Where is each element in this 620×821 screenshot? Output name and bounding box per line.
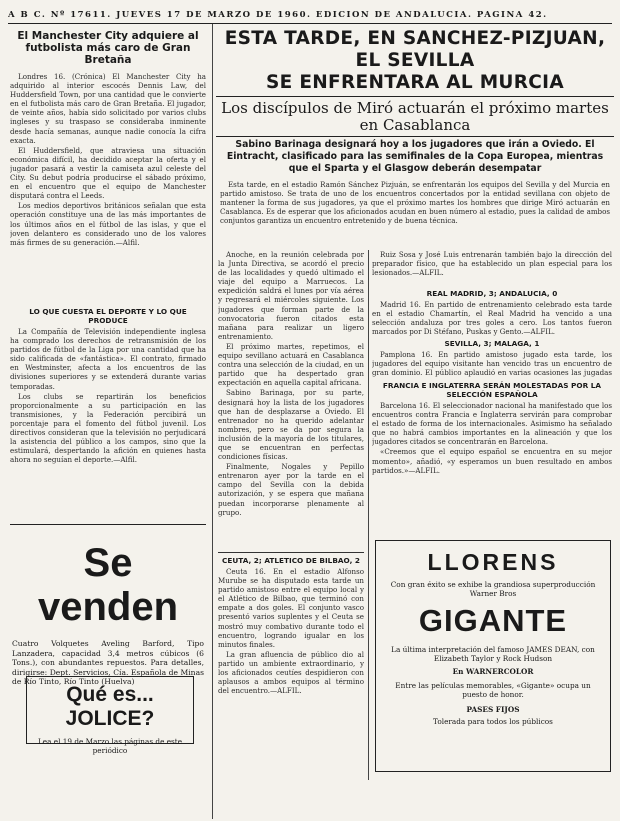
subtitle-line: en Casablanca	[359, 116, 471, 134]
left-body	[10, 72, 206, 304]
ad-llorens	[375, 540, 611, 772]
paragraph: El próximo martes, repetimos, el equipo sevillano actuará en Casablanca contra una selección de la ciudad, en un partido que ha despertado gran expectación en aquella capital africana.	[218, 341, 364, 388]
ad-intro: Con gran éxito se exhibe la grandiosa superproducción Warner Bros	[390, 580, 596, 599]
paragraph: Los clubs se repartirán los beneficios proporcionalmente a su participación en las transmisiones, y la Federación percibirá un porcentaje para el fomento del fútbol juvenil. Los directivos consideran que la televisión no perjudicará la asistencia del público a los campos, sino que la estimulará, despertando la afición en quienes hasta ahora no seguían el deporte.—Alfil.	[10, 391, 206, 465]
main-title-line: ESTA TARDE, EN SANCHEZ-PIZJUAN, EL SEVILLA	[224, 28, 606, 71]
ad-se-venden	[10, 524, 206, 687]
page-header: A B C. Nº 17611. JUEVES 17 DE MARZO DE 1960. EDICION DE ANDALUCIA. PAGINA 42.	[8, 10, 548, 20]
main-deck: Sabino Barinaga designará hoy a los jugadores que irán a Oviedo. El Eintracht, clasificado para las semifinales de la Copa Europea, mientras que el Sparta y el Glasgow deberán desempatar	[226, 139, 604, 174]
cinema-name: LLORENS	[427, 549, 559, 575]
ad-headline: Qué es... JOLICE?	[65, 683, 155, 730]
section-heading: FRANCIA E INGLATERRA SERÁN MOLESTADAS POR LA SELECCIÓN ESPAÑOLA	[382, 381, 602, 399]
paragraph: Barcelona 16. El seleccionador nacional ha manifestado que los encuentros contra Francia e Inglaterra servirán para comprobar el estado de forma de los internacionales. Asimismo ha señalado que no habrá cambios importantes en la alineación y que los jugadores citados se concentrarán en Barcelona.	[372, 401, 612, 447]
film-note: Entre las películas memorables, «Gigante» ocupa un puesto de honor.	[395, 681, 591, 700]
film-rating: Tolerada para todos los públicos	[433, 717, 553, 727]
left-body-2	[10, 327, 206, 552]
film-title: GIGANTE	[418, 602, 568, 638]
film-schedule: PASES FIJOS	[466, 704, 520, 714]
ad-body: Lea el 19 de Marzo las páginas de este periódico	[37, 737, 183, 756]
film-format: En WARNERCOLOR	[452, 666, 534, 676]
header-rule	[8, 23, 612, 24]
paragraph: Anoche, en la reunión celebrada por la Junta Directiva, se acordó el precio de las localidades y quedó ultimado el viaje del equipo a Marruecos. La expedición saldrá el lunes por vía aérea y regresará el miércoles siguiente. Los jugadores que forman parte de la convocatoria fueron citados esta mañana para realizar un ligero entrenamiento.	[218, 250, 364, 341]
ceuta-section	[218, 552, 364, 779]
paragraph: «Creemos que el equipo español se encuentra en su mejor momento», añadió, «y esperamos un buen resultado en ambos partidos.»—ALFIL.	[372, 447, 612, 475]
section-heading: SEVILLA, 3; MALAGA, 1	[444, 339, 540, 348]
paragraph: Ruiz Sosa y José Luis entrenarán también bajo la dirección del preparador físico, que ha establecido un plan especial para los lesionados.—ALFIL.	[372, 250, 612, 278]
column-divider	[212, 24, 213, 819]
paragraph: Ceuta 16. En el estadio Alfonso Murube se ha disputado esta tarde un partido amistoso entre el equipo local y el Atlético de Bilbao, que terminó con empate a dos goles. El conjunto vasco presentó varios suplentes y el Ceuta se mostró muy combativo durante todo el encuentro, logrando igualar en los minutos finales.	[218, 567, 364, 649]
ad-jolice	[26, 676, 194, 756]
left-article	[10, 30, 206, 552]
section-body	[218, 567, 364, 779]
main-headline	[216, 28, 614, 94]
paragraph: La gran afluencia de público dio al partido un ambiente extraordinario, y los aficionados ceutíes despidieron con aplausos a ambos equipos al término del encuentro.—ALFIL.	[218, 649, 364, 696]
main-column-a	[218, 250, 364, 550]
main-column-b	[372, 250, 612, 519]
paragraph: Sabino Barinaga, por su parte, designará hoy la lista de los jugadores que han de desplazarse a Oviedo. El entrenador no ha querido adelantar nombres, pero se da por segura la inclusión de la mayoría de los titulares, que se encuentran en perfectas condiciones físicas.	[218, 388, 364, 462]
section-body	[372, 300, 612, 336]
section-body	[372, 401, 612, 519]
paragraph: Madrid 16. En partido de entrenamiento celebrado esta tarde en el estadio Chamartín, el Real Madrid ha vencido a una selección andaluza por tres goles a cero. Los tantos fueron marcados por Di Stéfano, Puskas y Gento.—ALFIL.	[372, 300, 612, 336]
ad-body: Cuatro Volquetes Aveling Barford, Tipo Lanzadera, capacidad 3,4 metros cúbicos (6 Tons.), con abundantes repuestos. Para detalles, dirigirse: Dept. Servicios, Cía. Española de Minas de Río Tinto, Río Tinto (Huelva)	[12, 639, 204, 687]
headline-rule	[216, 96, 614, 97]
left-headline: El Manchester City adquiere al futbolista más caro de Gran Bretaña	[17, 30, 199, 66]
main-subtitle	[216, 100, 614, 134]
section-heading: REAL MADRID, 3; ANDALUCIA, 0	[426, 289, 558, 298]
paragraph: Los medios deportivos británicos señalan que esta operación constituye una de las más importantes de los últimos años en el fútbol de las islas, y que el joven delantero es considerado uno de los valores más firmes de su generación.—Alfil.	[10, 201, 206, 247]
ad-headline: Se venden	[37, 541, 179, 629]
section-body	[372, 350, 612, 378]
subtitle-rule	[216, 136, 614, 137]
column-body	[372, 250, 612, 286]
subtitle-line: Los discípulos de Miró actuarán el próximo martes	[221, 99, 609, 117]
paragraph: El Huddersfield, que atraviesa una situación económica difícil, ha decidido aceptar la oferta y el jugador pasará a vestir la camiseta azul celeste del City. Su debut podría producirse el sábado próximo, en el encuentro que el equipo de Manchester disputará contra el Leeds.	[10, 145, 206, 201]
paragraph: Finalmente, Nogales y Pepillo entrenaron ayer por la tarde en el campo del Sevilla con la debida autorización, y se espera que mañana puedan incorporarse plenamente al grupo.	[218, 462, 364, 517]
film-cast: La última interpretación del famoso JAMES DEAN, con Elizabeth Taylor y Rock Hudson	[391, 644, 595, 664]
paragraph: La Compañía de Televisión independiente inglesa ha comprado los derechos de retransmisión de los partidos de fútbol de la Liga por una cantidad que ha sido calificada de «fantástica». El contrato, firmado en Westminster, afecta a los encuentros de las divisiones superiores y se extenderá durante varias temporadas.	[10, 327, 206, 391]
column-divider	[368, 250, 369, 780]
paragraph: Londres 16. (Crónica) El Manchester City ha adquirido al interior escocés Dennis Law, del Huddersfield Town, por una cantidad que le convierte en el futbolista más caro de Gran Bretaña. El jugador, de veinte años, había sido solicitado por varios clubs ingleses y su traspaso se consideraba inminente desde hacía semanas, aunque nadie conocía la cifra exacta.	[10, 72, 206, 145]
main-title-line: SE ENFRENTARA AL MURCIA	[266, 72, 564, 93]
paragraph: Pamplona 16. En partido amistoso jugado esta tarde, los jugadores del equipo visitante han vencido tras un encuentro de gran dominio. El público aplaudió en varias ocasiones las jugadas	[372, 350, 612, 378]
left-subhead: LO QUE CUESTA EL DEPORTE Y LO QUE PRODUCE	[29, 307, 187, 325]
section-heading: CEUTA, 2; ATLETICO DE BILBAO, 2	[222, 556, 360, 565]
main-lead	[220, 180, 610, 246]
paragraph: Esta tarde, en el estadio Ramón Sánchez Pizjuán, se enfrentarán los equipos del Sevilla y del Murcia en partido amistoso. Se trata de uno de los encuentros concertados por la entidad sevillana con objeto de mantener la forma de sus jugadores, ya que el próximo martes los hombres que dirige Miró actuarán en Casablanca. Es de esperar que los aficionados acudan en buen número al estadio, pues la calidad de ambos conjuntos garantiza un encuentro entretenido y de buena técnica.	[220, 180, 610, 226]
